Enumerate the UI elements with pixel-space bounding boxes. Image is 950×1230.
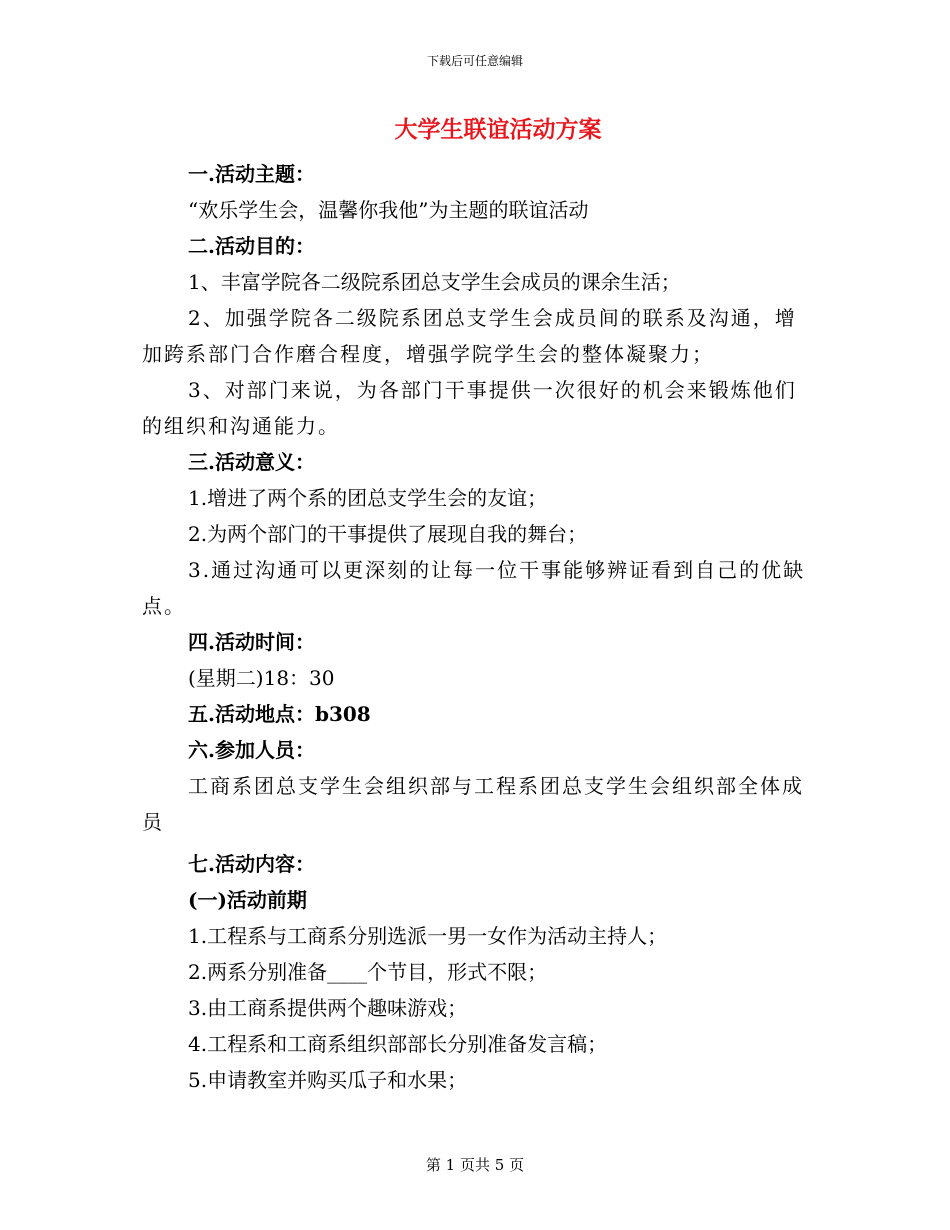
section-heading-purpose: 二.活动目的：: [188, 234, 315, 258]
section-heading-content: 七.活动内容：: [188, 852, 315, 876]
section-text-time: (星期二)18：30: [188, 666, 335, 690]
section-heading-theme: 一.活动主题：: [188, 162, 315, 186]
preparation-item-3: 3.由工商系提供两个趣味游戏；: [188, 996, 468, 1020]
section-heading-location: 五.活动地点：b308: [188, 702, 371, 726]
purpose-item-3: 3、对部门来说，为各部门干事提供一次很好的机会来锻炼他们的组织和沟通能力。: [142, 378, 797, 438]
preparation-item-2: 2.两系分别准备____个节目，形式不限；: [188, 960, 548, 984]
section-heading-time: 四.活动时间：: [188, 630, 315, 654]
preparation-item-4: 4.工程系和工商系组织部部长分别准备发言稿；: [188, 1032, 608, 1056]
purpose-item-1: 1、丰富学院各二级院系团总支学生会成员的课余生活；: [188, 270, 681, 294]
document-body: [142, 156, 814, 1098]
preparation-item-1: 1.工程系与工商系分别选派一男一女作为活动主持人；: [188, 924, 668, 948]
significance-item-2: 2.为两个部门的干事提供了展现自我的舞台；: [188, 522, 588, 546]
page-footer: 第 1 页共 5 页: [425, 1156, 525, 1174]
document-title: 大学生联谊活动方案: [394, 116, 602, 143]
subsection-heading-preparation: (一)活动前期: [188, 888, 307, 912]
significance-item-1: 1.增进了两个系的团总支学生会的友谊；: [188, 486, 548, 510]
section-text-theme: “欢乐学生会，温馨你我他”为主题的联谊活动: [188, 198, 589, 222]
purpose-item-2: 2、加强学院各二级院系团总支学生会成员间的联系及沟通，增加跨系部门合作磨合程度，增强学院学生会的整体凝聚力；: [142, 306, 797, 366]
section-text-participants: 工商系团总支学生会组织部与工程系团总支学生会组织部全体成员: [142, 774, 804, 834]
significance-item-3: 3.通过沟通可以更深刻的让每一位干事能够辨证看到自己的优缺点。: [142, 558, 806, 618]
section-heading-participants: 六.参加人员：: [188, 738, 315, 762]
preparation-item-5: 5.申请教室并购买瓜子和水果；: [188, 1068, 468, 1092]
header-note: 下载后可任意编辑: [426, 54, 523, 68]
section-heading-significance: 三.活动意义：: [188, 450, 315, 474]
